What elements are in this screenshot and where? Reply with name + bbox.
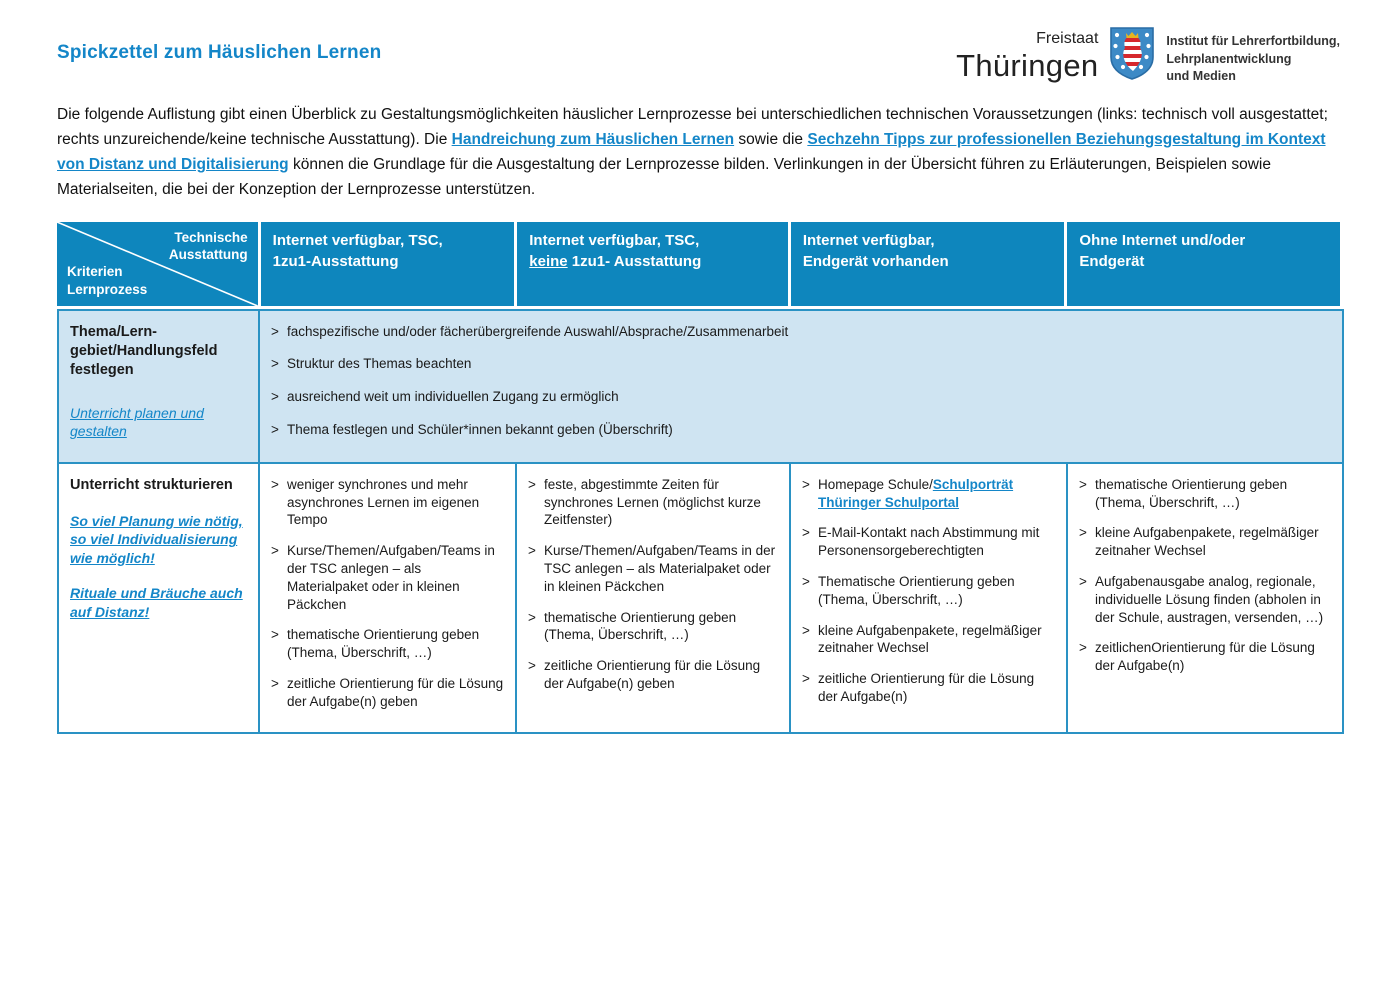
bullet-item [1079,573,1334,626]
bullet-item-text: zeitliche Orientierung für die Lösung der Aufgabe(n) geben [544,658,761,692]
column-header-line [803,251,1053,272]
chevron-bullet: > [271,356,279,372]
bullet-item-text: feste, abgestimmte Zeiten für synchrones Lernen (möglichst kurze Zeitfenster) [544,476,761,528]
column-header-internet-endgeraet [788,222,1065,306]
bullet-item-text: thematische Orientierung geben (Thema, Überschrift, …) [287,627,480,661]
row-label-cell [58,310,259,463]
bullet-item [271,355,1334,373]
bullet-item-text: thematische Orientierung geben (Thema, Überschrift, …) [544,609,737,643]
corner-label-technische-ausstattung: Technische Ausstattung [168,229,248,263]
bullet-item-text [818,476,1058,512]
bullet-item [271,675,507,711]
column-header-internet-tsc-keine-1zu1 [514,222,788,306]
chevron-bullet: > [271,543,279,559]
column-header-line: Internet verfügbar, [802,231,935,249]
intro-text-2: sowie die [734,130,808,148]
chevron-bullet: > [802,671,810,687]
logo-institute-line: und Medien [1166,69,1236,83]
chevron-bullet: > [802,574,810,589]
underlined-word: keine [529,252,568,270]
content-table [57,309,1344,734]
column-header-line: Ohne Internet und/oder [1079,231,1246,249]
bullet-item-text: fachspezifische und/oder fächerübergreifende Auswahl/Absprache/Zusammenarbeit [287,323,789,339]
bullet-item [802,524,1058,560]
header-line-text: 1zu1-Ausstattung [272,252,399,270]
column-header-ohne-internet [1064,222,1340,306]
bullet-item-text: Thematische Orientierung geben (Thema, Überschrift, …) [818,574,1015,607]
chevron-bullet: > [802,476,810,492]
logo-institute-line: Lehrplanentwicklung [1166,51,1292,66]
column-header-line [1079,251,1328,272]
column-header-line [529,251,776,272]
chevron-bullet: > [1079,525,1087,541]
bullet-item [271,476,507,529]
bullet-item [271,388,1334,406]
chevron-bullet: > [271,627,279,643]
page-title: Spickzettel zum Häuslichen Lernen [57,42,382,63]
header-line-text: 1zu1- Ausstattung [567,252,702,270]
row-label-cell [58,463,259,733]
bullet-item [271,421,1334,439]
cell-internet-tsc-1zu1 [259,463,516,733]
bullet-item [271,323,1334,341]
bullet-item [802,622,1058,658]
chevron-bullet: > [802,525,810,541]
bullet-item-text: Aufgabenausgabe analog, regionale, individuelle Lösung finden (abholen in der Schule, austragen, versenden, …) [1095,574,1324,625]
intro-text-3: können die Grundlage für die Ausgestaltung der Lernprozesse bilden. Verlinkungen in der Übersicht führen zu Erläuterungen, Beispielen sowie Materialseiten, die bei der Konzeption der Lernprozesse unterstützen. [57,156,1271,199]
corner-label-kriterien-lernprozess: Kriterien Lernprozess [67,264,148,297]
column-header-line: Internet verfügbar, TSC, [272,231,443,249]
chevron-bullet: > [802,622,810,638]
bullet-item [271,542,507,613]
bullet-item [271,626,507,662]
cell-ohne-internet [1067,463,1343,733]
header-line-text: Endgerät vorhanden [802,252,949,270]
thueringen-coat-of-arms-icon [1109,26,1155,81]
column-header-line [273,251,503,272]
bullet-item-text: E-Mail-Kontakt nach Abstimmung mit Personensorgeberechtigten [818,525,1040,559]
table-header-row [57,222,1340,306]
bullet-item-text: thematische Orientierung geben (Thema, Überschrift, …) [1095,476,1288,510]
bullet-item-text: zeitliche Orientierung für die Lösung der Aufgabe(n) [818,671,1035,705]
bullet-item-text: Struktur des Themas beachten [287,356,472,372]
logo-freistaat-text: Freistaat [1036,30,1099,47]
cell-internet-endgeraet [790,463,1067,733]
bullet-item [1079,476,1334,512]
bullet-item-text: kleine Aufgabenpakete, regelmäßiger zeitnaher Wechsel [818,622,1042,656]
link-rituale-und-braeuche[interactable]: Rituale und Bräuche auch auf Distanz! [70,585,243,620]
link-unterricht-planen-und-gestalten[interactable]: Unterricht planen und gestalten [70,404,204,440]
bullet-item [802,670,1058,706]
logo-wordmark [956,31,1098,81]
intro-text-1: Die folgende Auflistung gibt einen Überblick zu Gestaltungsmöglichkeiten häuslicher Lernprozesse bei unterschiedlichen technischen Voraussetzungen (links: technisch voll ausgestattet; rechts unzureichende/keine technische Ausstattung). Die [57,105,1328,148]
chevron-bullet: > [528,543,536,559]
cell-internet-tsc-keine-1zu1 [516,463,790,733]
chevron-bullet: > [271,389,279,405]
chevron-bullet: > [1079,574,1087,589]
page-header [57,0,1340,86]
row-label-title: Unterricht strukturieren [70,476,233,493]
row-label-title: Thema/Lern-gebiet/Handlungsfeld festlegen [70,323,218,378]
bullet-item-text: Thema festlegen und Schüler*innen bekannt geben (Überschrift) [287,421,673,437]
bullet-item [1079,639,1334,675]
chevron-bullet: > [271,476,279,492]
link-so-viel-planung[interactable]: So viel Planung wie nötig, so viel Individualisierung wie möglich! [70,512,243,566]
item-text-prefix: Homepage Schule/ [818,476,933,492]
bullet-item [528,609,781,645]
link-handreichung-haeusliches-lernen[interactable]: Handreichung zum Häuslichen Lernen [451,130,735,148]
bullet-item-text: zeitlichenOrientierung für die Lösung der Aufgabe(n) [1095,640,1315,674]
bullet-item-text: ausreichend weit um individuellen Zugang zu ermöglich [287,389,619,405]
bullet-item-text: Kurse/Themen/Aufgaben/Teams in der TSC anlegen – als Materialpaket oder in kleinen Päckchen [544,543,776,594]
bullet-item [1079,524,1334,560]
chevron-bullet: > [528,658,536,674]
bullet-item [528,476,781,529]
logo-institute-text [1166,33,1340,86]
table-row-unterricht-strukturieren [58,463,1343,733]
chevron-bullet: > [1079,640,1087,656]
bullet-item [528,542,781,595]
table-row-thema-festlegen [58,310,1343,463]
chevron-bullet: > [1079,476,1087,492]
bullet-item [802,573,1058,609]
column-header-internet-tsc-1zu1 [258,222,515,306]
merged-content-cell [259,310,1343,463]
chevron-bullet: > [528,609,536,625]
bullet-item-text: kleine Aufgabenpakete, regelmäßiger zeitnaher Wechsel [1095,525,1319,559]
header-line-text: Endgerät [1079,252,1145,270]
logo-institute-line: Institut für Lehrerfortbildung, [1166,34,1340,48]
bullet-item [802,476,1058,512]
chevron-bullet: > [271,421,279,437]
column-header-line: Internet verfügbar, TSC, [529,231,700,249]
logo-thueringen-text: Thüringen [956,48,1099,83]
bullet-item-text: Kurse/Themen/Aufgaben/Teams in der TSC anlegen – als Materialpaket oder in kleinen Päckchen [287,543,495,612]
corner-header-cell [57,222,258,306]
bullet-item-text: zeitliche Orientierung für die Lösung der Aufgabe(n) geben [287,676,504,709]
link-schulportraet-thueringer-schulportal[interactable]: Schulporträt Thüringer Schulportal [818,476,1014,510]
chevron-bullet: > [271,676,279,692]
intro-paragraph [57,102,1340,203]
chevron-bullet: > [528,476,536,492]
bullet-item-text: weniger synchrones und mehr asynchrones Lernen im eigenen Tempo [287,476,480,528]
bullet-item [528,657,781,693]
chevron-bullet: > [271,323,279,339]
thueringen-logo [956,26,1340,86]
link-sechzehn-tipps[interactable]: Sechzehn Tipps zur professionellen Beziehungsgestaltung im Kontext von Distanz und Digitalisierung [57,130,1326,173]
